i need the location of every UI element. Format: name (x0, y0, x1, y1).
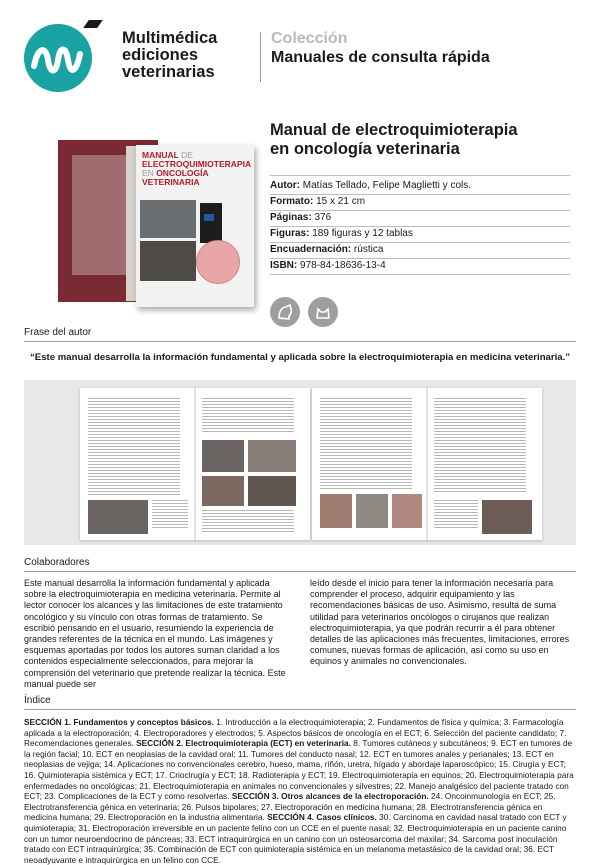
cover-title (142, 150, 252, 187)
info-author (270, 180, 471, 191)
page-text (434, 500, 478, 530)
index-section-label: Índice (24, 695, 51, 706)
info-label: ISBN: (270, 260, 298, 271)
page-text (202, 510, 294, 532)
index-section-body: 1. Introducción a la electroquimioterapia; 2. Fundamentos de física y química; 3. Farmacología aplicada a la electroporación; 4. Electroporadores y electrodos; 5. Aspectos básicos de oncología en el ECT; 6. Selección del paciente candidato; 7. Recomendaciones generales. (24, 717, 567, 749)
collection-label: Colección (271, 30, 348, 47)
index-section-body: 30. Carcinoma en cavidad nasal tratado con ECT y quimioterapia; 31. Electroporación irreversible en un paciente felino con un CCE en el puente nasal; 32. Electroquimioterapia en un paciente canino con un tumor neuroendocrino de páncreas; 33. ECT intraquirúrgica en un canino con un osteosarcoma del maxilar; 34. Sarcoma post inoculación tratado con ECT intraquirúrgica; 35. Combinación de ECT con quimioterapia sistémica en un melanoma metastásico de la cavidad oral; 36. ECT neoadyuvante e intraquirúrgica en un felino con CCE. (24, 812, 567, 865)
spread-fold (426, 388, 428, 540)
cat-icon (308, 297, 338, 327)
page-photo (392, 494, 422, 528)
info-divider (270, 258, 570, 259)
index-section-body: 8. Tumores cutáneos y subcutáneos; 9. ECT en tumores de la región facial; 10. ECT en neoplasias de la cavidad oral; 11. Tumores del conducto nasal; 12. ECT en tumores anales y perianales; 13. ECT en neoplasias de vejiga; 14. Aplicaciones no convencionales cerebro, hueso, mama, riñón, uretra, hígado y abordaje laparoscópico; 15. Cirugía y ECT; 16. Quimioterapia sistémica y ECT; 17. Crioclrugía y ECT; 18. Radioterapia y ECT; 19. Electroquimioterapia en equinos; 20. Electroquimioterapia para enfermedades no oncológicas; 21. Electroquimioterapia en animales no convencionales y silvestres; 22. Manejo analgésico del paciente tratado con ECT; 23. Complicaciones de la ECT y como resolverlas. (24, 738, 574, 802)
collaborators-text-col1: Este manual desarrolla la información fundamental y aplicada sobre la electroquimioterapia en medicina veterinaria. Permite al lector conocer los alcances y las limitaciones de este tratamiento oncológico y su vínculo con otras formas de tratamiento. Se escribió pensando en el usuario, resumiendo la experiencia de grandes referentes de la técnica en el mundo. Las imágenes y esquemas aportadas por todos los autores suman claridad a los contenidos especialmente seleccionados, para mejorar la comprensión del veterinario que pretende realizar la técnica. Este manual puede ser (24, 578, 286, 689)
cover-title-word: ONCOLOGÍA (156, 168, 209, 178)
cover-sphere (196, 240, 240, 284)
table-of-contents (24, 717, 576, 865)
info-divider (270, 274, 570, 275)
cover-photo (140, 241, 196, 281)
sample-spread (80, 388, 310, 540)
cover-title-word: ELECTROQUIMIOTERAPIA (142, 159, 252, 169)
index-section-title: SECCIÓN 2. Electroquimioterapia (ECT) en veterinaria. (136, 738, 351, 749)
collaborators-text-col2: leído desde el inicio para tener la información necesaria para comprender el proceso, adquirir equipamiento y las recomendaciones básicas de uso. Asimismo, resulta de suma utilidad para veterinarios oncólogos o cirujanos que realizan electroquimioterapia, ya que podrán recurrir a él para obtener detalles de las aplicaciones más frecuentes, limitaciones, errores comunes, nuevas formas de aplicación, así como su uso en equinos y animales no convencionales. (310, 578, 570, 667)
header-divider (260, 32, 261, 82)
page-photo (202, 476, 244, 506)
info-label: Formato: (270, 196, 314, 207)
index-section-body: 24. Oncoinmunología en ECT; 25. Electrotransferencia génica en veterinaria; 26. Pulsos bipolares; 27. Electroporación en medicina humana; 28. Electrotransferencia génica en medicina humana; 29. Electroporación en la industria alimentaria. (24, 791, 556, 823)
page-text (202, 398, 294, 434)
cover-title-word: MANUAL (142, 150, 179, 160)
info-label: Páginas: (270, 212, 312, 223)
info-pages (270, 212, 331, 223)
collection-name: Manuales de consulta rápida (271, 49, 490, 66)
cover-photo (140, 200, 196, 238)
info-divider (270, 242, 570, 243)
book-title-line: Manual de electroquimioterapia (270, 121, 518, 139)
page-text (320, 398, 412, 490)
publisher-name (122, 30, 217, 81)
info-value: 189 figuras y 12 tablas (312, 228, 413, 239)
page-text (434, 398, 526, 494)
info-value: rústica (353, 244, 384, 255)
page-photo (88, 500, 148, 534)
info-figures (270, 228, 413, 239)
info-value: Matías Tellado, Felipe Maglietti y cols. (302, 180, 472, 191)
index-section-title: SECCIÓN 1. Fundamentos y conceptos básicos. (24, 717, 214, 727)
page-photo (320, 494, 352, 528)
info-divider (270, 194, 570, 195)
collaborators-section-label: Colaboradores (24, 557, 90, 568)
spread-fold (194, 388, 196, 540)
dog-icon (270, 297, 300, 327)
info-label: Encuadernación: (270, 244, 352, 255)
cover-electroporator (200, 203, 222, 243)
page-text (88, 398, 180, 496)
brand-line: Multimédica (122, 29, 218, 47)
info-isbn (270, 260, 386, 271)
publisher-logo (24, 24, 92, 92)
info-value: 376 (314, 212, 332, 223)
cover-title-word: VETERINARIA (142, 177, 200, 187)
logo-accent-mark (83, 20, 103, 28)
info-label: Autor: (270, 180, 300, 191)
author-quote: “Este manual desarrolla la información fundamental y aplicada sobre la electroquimioterapia en medicina veterinaria.” (30, 352, 571, 363)
info-format (270, 196, 365, 207)
section-divider (24, 709, 576, 710)
brand-line: ediciones (122, 46, 199, 64)
info-divider (270, 210, 570, 211)
page-photo (248, 476, 296, 506)
cover-electroporator-display (204, 214, 214, 221)
info-value: 978-84-18636-13-4 (300, 260, 386, 271)
section-divider (24, 341, 576, 342)
quote-section-label: Frase del autor (24, 327, 92, 338)
page-photo (482, 500, 532, 534)
info-binding (270, 244, 383, 255)
info-value: 15 x 21 cm (316, 196, 366, 207)
book-spine (126, 146, 136, 301)
index-section-title: SECCIÓN 4. Casos clínicos. (267, 812, 377, 823)
brand-line: veterinarias (122, 63, 215, 81)
sample-spread (312, 388, 542, 540)
wave-logo-icon (24, 24, 92, 92)
page-photo (248, 440, 296, 472)
index-section-title: SECCIÓN 3. Otros alcances de la electroporación. (231, 791, 429, 802)
book-title (270, 121, 518, 159)
info-divider (270, 175, 570, 176)
page-text (152, 500, 188, 530)
book-title-line: en oncología veterinaria (270, 140, 460, 158)
cover-title-word: DE (181, 150, 193, 160)
page-photo (202, 440, 244, 472)
section-divider (24, 571, 576, 572)
cover-title-word: EN (142, 168, 154, 178)
info-divider (270, 226, 570, 227)
info-label: Figuras: (270, 228, 310, 239)
page-photo (356, 494, 388, 528)
